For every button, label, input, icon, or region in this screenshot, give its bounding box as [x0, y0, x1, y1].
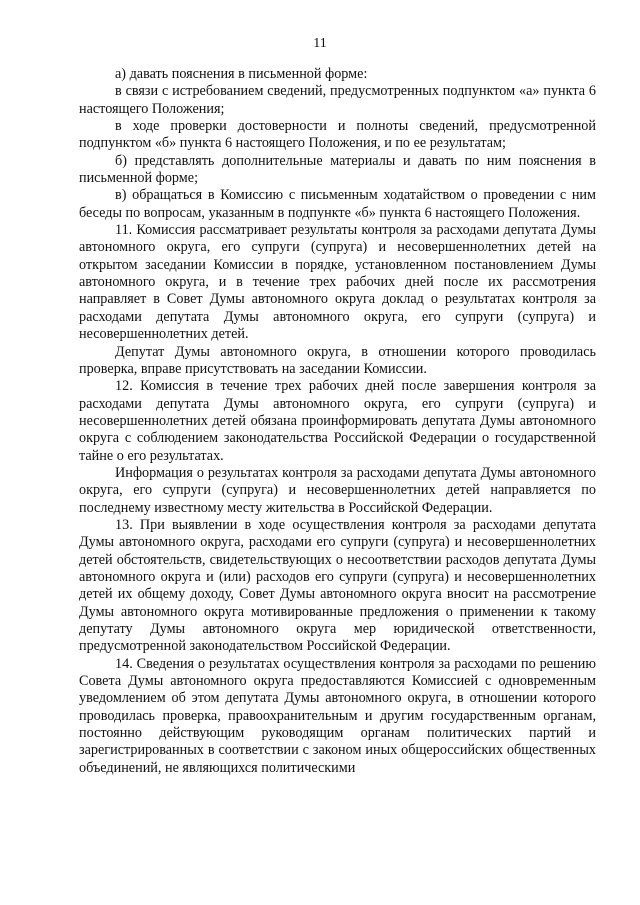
paragraph: 14. Сведения о результатах осуществления контроля за расходами по решению Совета Думы автономного округа предоставляются Комиссией с одновременным уведомлением об этом депутата Думы автономного округа, в отношении которого проводилась проверка, правоохранительным и другим государственным органам, постоянно действующим руководящим органам политических партий и зарегистрированных в соответствии с законом иных общероссийских общественных объединений, не являющихся политическими	[79, 655, 596, 776]
paragraph: 11. Комиссия рассматривает результаты контроля за расходами депутата Думы автономного округа, его супруги (супруга) и несовершеннолетних детей на открытом заседании Комиссии в порядке, установленном постановлением Думы автономного округа, и в течение трех рабочих дней после их рассмотрения направляет в Совет Думы автономного округа доклад о результатах контроля за расходами депутата Думы автономного округа, его супруги (супруга) и несовершеннолетних детей.	[79, 222, 596, 343]
paragraph: 12. Комиссия в течение трех рабочих дней после завершения контроля за расходами депутата Думы автономного округа, его супруги (супруга) и несовершеннолетних детей обязана проинформировать депутата Думы автономного округа с соблюдением законодательства Российской Федерации о государственной тайне о его результатах.	[79, 378, 596, 464]
paragraph: б) представлять дополнительные материалы и давать по ним пояснения в письменной форме;	[79, 152, 596, 187]
paragraph: 13. При выявлении в ходе осуществления контроля за расходами депутата Думы автономного округа, расходами его супруги (супруга) и несовершеннолетних детей обстоятельств, свидетельствующих о несоответствии расходов депутата Думы автономного округа и (или) расходов его супруги (супруга) и несовершеннолетних детей их общему доходу, Совет Думы автономного округа вносит на рассмотрение Думы автономного округа мотивированные предложения о применении к такому депутату Думы автономного округа мер юридической ответственности, предусмотренной законодательством Российской Федерации.	[79, 516, 596, 655]
paragraph: Депутат Думы автономного округа, в отношении которого проводилась проверка, вправе присутствовать на заседании Комиссии.	[79, 343, 596, 377]
paragraph: а) давать пояснения в письменной форме:	[115, 66, 368, 82]
paragraph: в) обращаться в Комиссию с письменным ходатайством о проведении с ним беседы по вопросам, указанным в подпункте «б» пункта 6 настоящего Положения.	[79, 187, 596, 221]
paragraph: в ходе проверки достоверности и полноты сведений, предусмотренной подпунктом «б» пункта 6 настоящего Положения, и по ее результатам;	[79, 118, 596, 152]
document-body	[79, 66, 596, 777]
paragraph: в связи с истребованием сведений, предусмотренных подпунктом «а» пункта 6 настоящего Положения;	[79, 83, 596, 117]
page-number: 11	[313, 36, 327, 51]
paragraph: Информация о результатах контроля за расходами депутата Думы автономного округа, его супруги (супруга) и несовершеннолетних детей направляется по последнему известному месту жительства в Российской Федерации.	[79, 464, 596, 516]
